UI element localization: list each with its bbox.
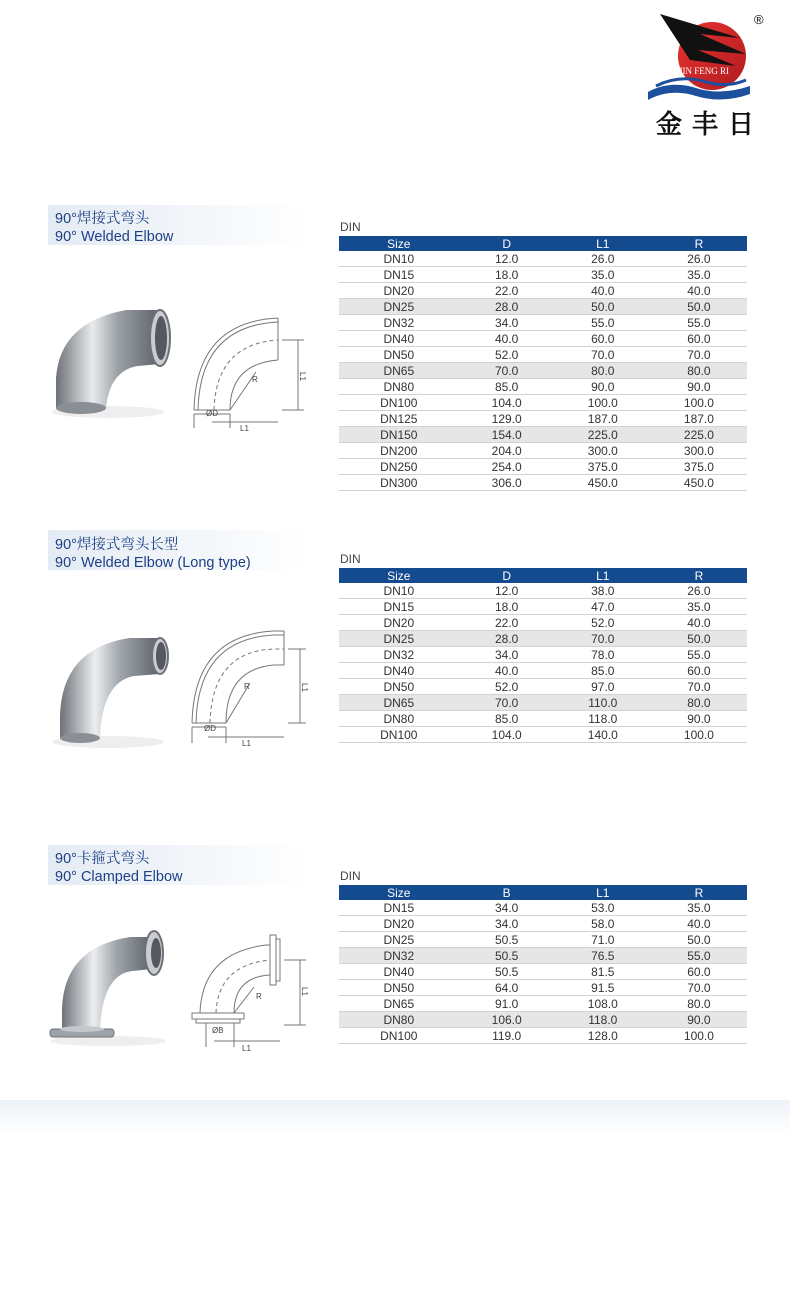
- clamped-elbow-photo: [48, 925, 180, 1050]
- table-cell: 22.0: [459, 283, 555, 299]
- table-cell: 35.0: [651, 599, 747, 615]
- table-cell: 40.0: [555, 283, 651, 299]
- table-cell: DN10: [339, 251, 459, 267]
- table-row: [339, 727, 747, 743]
- table-cell: DN80: [339, 1012, 459, 1028]
- table-cell: 91.0: [459, 996, 555, 1012]
- table-row: [339, 1012, 747, 1028]
- table-cell: 22.0: [459, 615, 555, 631]
- column-header: D: [459, 236, 555, 251]
- section-title-cn: 90°卡箍式弯头: [55, 851, 150, 867]
- table-cell: 40.0: [651, 615, 747, 631]
- table-cell: DN50: [339, 980, 459, 996]
- table-cell: DN32: [339, 315, 459, 331]
- table-cell: DN80: [339, 379, 459, 395]
- table-cell: 28.0: [459, 299, 555, 315]
- table-cell: 26.0: [651, 251, 747, 267]
- length-label: L1: [242, 1044, 251, 1053]
- table-cell: 50.5: [459, 932, 555, 948]
- table-row: [339, 443, 747, 459]
- table-cell: DN25: [339, 932, 459, 948]
- table-cell: DN25: [339, 631, 459, 647]
- welded-elbow-photo: [48, 300, 180, 425]
- table-cell: 118.0: [555, 1012, 651, 1028]
- table-cell: 12.0: [459, 251, 555, 267]
- radius-label: R: [252, 375, 258, 384]
- table-cell: 91.5: [555, 980, 651, 996]
- table-cell: DN15: [339, 599, 459, 615]
- spec-table: [339, 885, 747, 1044]
- table-cell: DN32: [339, 647, 459, 663]
- table-cell: DN125: [339, 411, 459, 427]
- table-cell: 375.0: [651, 459, 747, 475]
- radius-label: R: [256, 992, 262, 1001]
- table-cell: DN200: [339, 443, 459, 459]
- table-cell: 60.0: [651, 964, 747, 980]
- table-cell: 50.5: [459, 948, 555, 964]
- table-cell: 26.0: [651, 583, 747, 599]
- table-row: [339, 267, 747, 283]
- section-title-cn: 90°焊接式弯头: [55, 211, 150, 227]
- table-cell: 187.0: [651, 411, 747, 427]
- table-cell: DN65: [339, 363, 459, 379]
- table-row: [339, 315, 747, 331]
- table-cell: 35.0: [555, 267, 651, 283]
- table-cell: 12.0: [459, 583, 555, 599]
- table-cell: 38.0: [555, 583, 651, 599]
- table-cell: 40.0: [459, 663, 555, 679]
- height-label: L1: [298, 372, 307, 381]
- table-cell: 90.0: [555, 379, 651, 395]
- table-cell: 60.0: [651, 331, 747, 347]
- table-cell: DN150: [339, 427, 459, 443]
- table-row: [339, 631, 747, 647]
- column-header: R: [651, 236, 747, 251]
- table-cell: 55.0: [651, 315, 747, 331]
- table-cell: DN65: [339, 996, 459, 1012]
- table-cell: 80.0: [651, 363, 747, 379]
- table-row: [339, 411, 747, 427]
- table-cell: 90.0: [651, 711, 747, 727]
- diameter-label: ØD: [204, 724, 216, 733]
- table-row: [339, 900, 747, 916]
- table-cell: 70.0: [651, 980, 747, 996]
- table-cell: 70.0: [459, 363, 555, 379]
- column-header: L1: [555, 885, 651, 900]
- table-cell: DN50: [339, 347, 459, 363]
- table-cell: 50.0: [651, 299, 747, 315]
- spec-table: [339, 568, 747, 743]
- table-cell: 140.0: [555, 727, 651, 743]
- table-cell: 90.0: [651, 379, 747, 395]
- table-cell: 70.0: [651, 679, 747, 695]
- table-cell: 34.0: [459, 916, 555, 932]
- section-title-en: 90° Clamped Elbow: [55, 869, 183, 885]
- table-row: [339, 711, 747, 727]
- table-cell: 35.0: [651, 900, 747, 916]
- table-cell: 128.0: [555, 1028, 651, 1044]
- table-cell: 70.0: [555, 631, 651, 647]
- table-row: [339, 299, 747, 315]
- table-row: [339, 599, 747, 615]
- table-cell: DN100: [339, 727, 459, 743]
- table-row: [339, 1028, 747, 1044]
- table-cell: 52.0: [459, 679, 555, 695]
- table-cell: 40.0: [651, 916, 747, 932]
- table-cell: 375.0: [555, 459, 651, 475]
- table-cell: 100.0: [651, 1028, 747, 1044]
- table-cell: 104.0: [459, 395, 555, 411]
- table-cell: 110.0: [555, 695, 651, 711]
- table-cell: DN10: [339, 583, 459, 599]
- table-row: [339, 379, 747, 395]
- table-cell: 18.0: [459, 599, 555, 615]
- table-cell: 306.0: [459, 475, 555, 491]
- column-header: L1: [555, 568, 651, 583]
- table-cell: 300.0: [555, 443, 651, 459]
- table-row: [339, 459, 747, 475]
- brand-chinese-name: 金丰日: [656, 110, 765, 140]
- table-cell: DN20: [339, 916, 459, 932]
- table-cell: DN32: [339, 948, 459, 964]
- column-header: Size: [339, 885, 459, 900]
- table-cell: 40.0: [459, 331, 555, 347]
- table-cell: DN300: [339, 475, 459, 491]
- table-cell: DN20: [339, 283, 459, 299]
- table-cell: 50.0: [555, 299, 651, 315]
- table-cell: 26.0: [555, 251, 651, 267]
- column-header: Size: [339, 568, 459, 583]
- table-cell: DN40: [339, 964, 459, 980]
- table-row: [339, 964, 747, 980]
- table-cell: 108.0: [555, 996, 651, 1012]
- table-cell: DN40: [339, 331, 459, 347]
- table-cell: 80.0: [651, 996, 747, 1012]
- table-cell: 100.0: [651, 395, 747, 411]
- table-cell: 119.0: [459, 1028, 555, 1044]
- table-cell: DN50: [339, 679, 459, 695]
- table-cell: 47.0: [555, 599, 651, 615]
- table-cell: 40.0: [651, 283, 747, 299]
- table-row: [339, 948, 747, 964]
- length-label: L1: [242, 739, 251, 748]
- table-row: [339, 916, 747, 932]
- column-header: D: [459, 568, 555, 583]
- section-title-cn: 90°焊接式弯头长型: [55, 537, 179, 553]
- table-cell: DN65: [339, 695, 459, 711]
- table-cell: 80.0: [651, 695, 747, 711]
- column-header: Size: [339, 236, 459, 251]
- table-cell: 225.0: [555, 427, 651, 443]
- standard-label: DIN: [340, 552, 361, 566]
- table-cell: 34.0: [459, 647, 555, 663]
- table-cell: 154.0: [459, 427, 555, 443]
- height-label: L1: [300, 683, 309, 692]
- table-cell: 85.0: [459, 379, 555, 395]
- height-label: L1: [300, 987, 309, 996]
- table-cell: 118.0: [555, 711, 651, 727]
- table-cell: 70.0: [555, 347, 651, 363]
- table-cell: 129.0: [459, 411, 555, 427]
- table-cell: 85.0: [555, 663, 651, 679]
- welded-elbow-drawing: [186, 310, 316, 435]
- table-cell: 71.0: [555, 932, 651, 948]
- standard-label: DIN: [340, 869, 361, 883]
- section-title-en: 90° Welded Elbow (Long type): [55, 555, 251, 571]
- table-row: [339, 395, 747, 411]
- table-cell: DN100: [339, 1028, 459, 1044]
- table-cell: 18.0: [459, 267, 555, 283]
- table-cell: 81.5: [555, 964, 651, 980]
- spec-table: [339, 236, 747, 491]
- table-cell: 58.0: [555, 916, 651, 932]
- table-cell: DN25: [339, 299, 459, 315]
- table-cell: 55.0: [651, 647, 747, 663]
- table-row: [339, 251, 747, 267]
- table-row: [339, 615, 747, 631]
- table-cell: 34.0: [459, 900, 555, 916]
- table-cell: 53.0: [555, 900, 651, 916]
- table-cell: 254.0: [459, 459, 555, 475]
- table-row: [339, 363, 747, 379]
- table-row: [339, 932, 747, 948]
- table-cell: 85.0: [459, 711, 555, 727]
- diameter-label: ØD: [206, 409, 218, 418]
- section-title-en: 90° Welded Elbow: [55, 229, 174, 245]
- standard-label: DIN: [340, 220, 361, 234]
- table-row: [339, 980, 747, 996]
- table-cell: 28.0: [459, 631, 555, 647]
- table-row: [339, 663, 747, 679]
- table-row: [339, 283, 747, 299]
- column-header: B: [459, 885, 555, 900]
- table-cell: 90.0: [651, 1012, 747, 1028]
- table-cell: DN100: [339, 395, 459, 411]
- table-cell: DN80: [339, 711, 459, 727]
- table-row: [339, 679, 747, 695]
- table-cell: DN250: [339, 459, 459, 475]
- table-cell: 70.0: [651, 347, 747, 363]
- length-label: L1: [240, 424, 249, 433]
- table-cell: DN40: [339, 663, 459, 679]
- table-cell: 100.0: [651, 727, 747, 743]
- table-cell: 204.0: [459, 443, 555, 459]
- table-row: [339, 647, 747, 663]
- table-cell: 55.0: [555, 315, 651, 331]
- table-row: [339, 583, 747, 599]
- table-cell: 187.0: [555, 411, 651, 427]
- table-cell: 60.0: [555, 331, 651, 347]
- long-welded-elbow-drawing: [186, 625, 316, 750]
- table-cell: 450.0: [555, 475, 651, 491]
- table-cell: 34.0: [459, 315, 555, 331]
- table-cell: DN20: [339, 615, 459, 631]
- table-cell: 80.0: [555, 363, 651, 379]
- table-cell: 300.0: [651, 443, 747, 459]
- diameter-label: ØB: [212, 1026, 224, 1035]
- footer-band: [0, 1100, 790, 1136]
- table-cell: DN15: [339, 267, 459, 283]
- table-cell: 60.0: [651, 663, 747, 679]
- table-cell: 100.0: [555, 395, 651, 411]
- column-header: L1: [555, 236, 651, 251]
- table-cell: 35.0: [651, 267, 747, 283]
- table-cell: 78.0: [555, 647, 651, 663]
- radius-label: R: [244, 682, 250, 691]
- table-row: [339, 347, 747, 363]
- table-row: [339, 427, 747, 443]
- table-cell: 55.0: [651, 948, 747, 964]
- table-row: [339, 996, 747, 1012]
- table-cell: 225.0: [651, 427, 747, 443]
- column-header: R: [651, 885, 747, 900]
- table-row: [339, 695, 747, 711]
- table-cell: 52.0: [555, 615, 651, 631]
- table-cell: DN15: [339, 900, 459, 916]
- table-cell: 106.0: [459, 1012, 555, 1028]
- table-cell: 52.0: [459, 347, 555, 363]
- table-cell: 64.0: [459, 980, 555, 996]
- table-row: [339, 331, 747, 347]
- table-cell: 450.0: [651, 475, 747, 491]
- registered-mark: ®: [754, 12, 764, 27]
- table-cell: 50.0: [651, 631, 747, 647]
- long-welded-elbow-photo: [48, 630, 180, 755]
- table-cell: 50.0: [651, 932, 747, 948]
- table-cell: 70.0: [459, 695, 555, 711]
- table-cell: 50.5: [459, 964, 555, 980]
- clamped-elbow-drawing: [186, 925, 316, 1055]
- logo-text: JIN FENG RI: [678, 66, 730, 76]
- table-cell: 76.5: [555, 948, 651, 964]
- table-cell: 97.0: [555, 679, 651, 695]
- table-cell: 104.0: [459, 727, 555, 743]
- column-header: R: [651, 568, 747, 583]
- table-row: [339, 475, 747, 491]
